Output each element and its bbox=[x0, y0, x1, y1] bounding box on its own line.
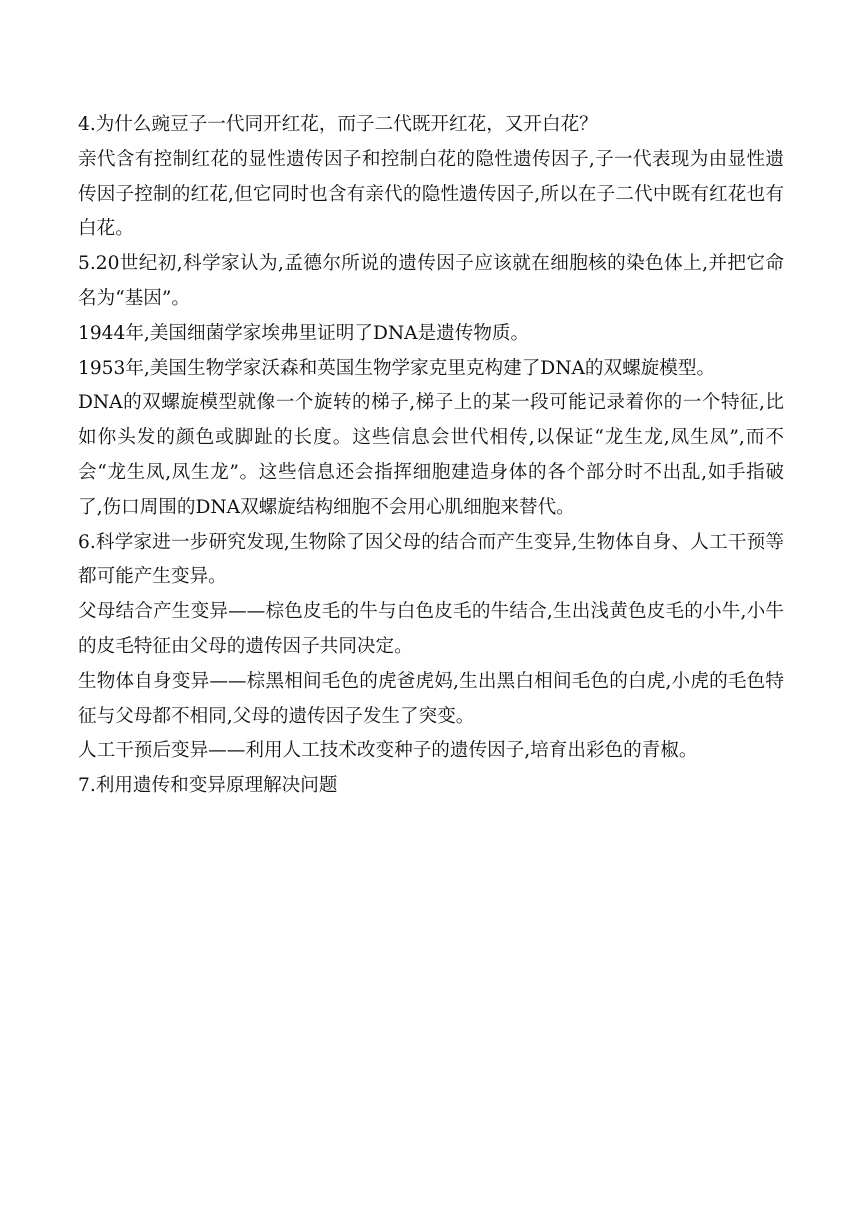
point-7-heading: 7.利用遗传和变异原理解决问题 bbox=[78, 775, 338, 797]
dna-model-description: DNA的双螺旋模型就像一个旋转的梯子,梯子上的某一段可能记录着你的一个特征,比如你头发的颜色或脚趾的长度。这些信息会世代相传,以保证“龙生龙,凤生凤”,而不会“龙生凤,凤生龙”。这些信息还会指挥细胞建造身体的各个部分时不出乱,如手指破了,伤口周围的DNA双螺旋结构细胞不会用心肌细胞来替代。 bbox=[78, 392, 784, 518]
document-page bbox=[78, 108, 784, 804]
variation-artificial: 人工干预后变异——利用人工技术改变种子的遗传因子,培育出彩色的青椒。 bbox=[78, 740, 698, 762]
fact-1953: 1953年,美国生物学家沃森和英国生物学家克里克构建了DNA的双螺旋模型。 bbox=[78, 357, 716, 379]
question-4-answer: 亲代含有控制红花的显性遗传因子和控制白花的隐性遗传因子,子一代表现为由显性遗传因子控制的红花,但它同时也含有亲代的隐性遗传因子,所以在子二代中既有红花也有白花。 bbox=[78, 148, 784, 240]
question-4-heading: 4.为什么豌豆子一代同开红花，而子二代既开红花，又开白花？ bbox=[78, 114, 598, 135]
variation-self: 生物体自身变异——棕黑相间毛色的虎爸虎妈,生出黑白相间毛色的白虎,小虎的毛色特征与父母都不相同,父母的遗传因子发生了突变。 bbox=[78, 670, 784, 727]
point-5-heading: 5.20世纪初,科学家认为,孟德尔所说的遗传因子应该就在细胞核的染色体上,并把它命名为“基因”。 bbox=[78, 253, 784, 309]
fact-1944: 1944年,美国细菌学家埃弗里证明了DNA是遗传物质。 bbox=[78, 322, 530, 344]
point-6-heading: 6.科学家进一步研究发现,生物除了因父母的结合而产生变异,生物体自身、人工干预等都可能产生变异。 bbox=[78, 531, 784, 588]
variation-parents: 父母结合产生变异——棕色皮毛的牛与白色皮毛的牛结合,生出浅黄色皮毛的小牛,小牛的皮毛特征由父母的遗传因子共同决定。 bbox=[78, 601, 784, 657]
